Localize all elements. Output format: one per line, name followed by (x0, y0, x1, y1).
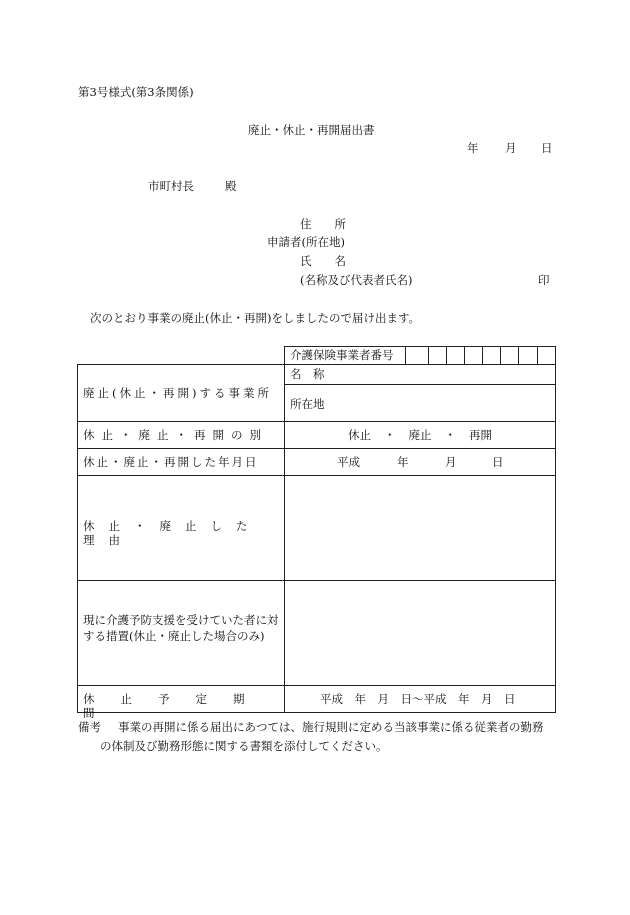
intro-text: 次のとおり事業の廃止(休止・再開)をしましたので届け出ます。 (90, 311, 421, 325)
office-location-label: 所在地 (290, 397, 325, 411)
document-title: 廃止・休止・再開届出書 (248, 123, 375, 137)
table-line (77, 448, 556, 449)
table-line (77, 580, 556, 581)
remarks-heading: 備考 (78, 720, 101, 734)
table-line (284, 384, 556, 385)
representative-label: (名称及び代表者氏名) (300, 273, 413, 287)
type-options (348, 428, 492, 442)
remarks-line-1: 事業の再開に係る届出にあつては、施行規則に定める当該事業に係る従業者の勤務 (118, 720, 544, 734)
number-box-divider (500, 346, 501, 364)
address-label: 住 所 (300, 217, 346, 231)
applicant-label: 申請者(所在地) (267, 235, 345, 249)
date-month-label: 月 (505, 141, 517, 155)
type-label: 休止・廃止・再開の別 (83, 428, 268, 442)
remarks-line-2: の体制及び勤務形態に関する書類を添付してください。 (100, 739, 388, 753)
number-box-divider (482, 346, 483, 364)
table-line (284, 346, 285, 713)
type-option-separator: ・ (384, 428, 396, 442)
period-label: 休止予定期間 (83, 692, 271, 720)
form-number: 第3号様式(第3条関係) (78, 85, 194, 99)
office-label: 廃止(休止・再開)する事業所 (83, 386, 272, 400)
number-box-divider (518, 346, 519, 364)
reason-label: 休止・廃止した理由 (83, 519, 262, 547)
date-month-unit: 月 (445, 455, 457, 469)
measures-label: 現に介護予防支援を受けていた者に対する措置(休止・廃止した場合のみ) (83, 613, 279, 643)
number-box-divider (446, 346, 447, 364)
date-day-unit: 日 (492, 455, 504, 469)
seal-mark: 印 (538, 273, 550, 287)
provider-number-label: 介護保険事業者番号 (290, 348, 394, 362)
table-line (77, 685, 556, 686)
date-era: 平成 (337, 455, 360, 469)
table-line (77, 364, 78, 713)
number-box-divider (537, 346, 538, 364)
table-line (77, 475, 556, 476)
table-line (555, 346, 556, 713)
table-line (77, 421, 556, 422)
addressee-suffix: 殿 (225, 179, 237, 193)
number-box-divider (464, 346, 465, 364)
office-name-label: 名 称 (290, 367, 325, 381)
table-line (77, 364, 556, 365)
number-box-divider (428, 346, 429, 364)
number-box-divider (405, 346, 406, 364)
type-option-abolish: 廃止 (408, 428, 432, 442)
addressee: 市町村長 (148, 179, 194, 193)
date-day-label: 日 (541, 141, 553, 155)
date-label: 休止・廃止・再開した年月日 (83, 455, 259, 469)
type-option-suspend: 休止 (348, 428, 371, 442)
type-option-separator: ・ (444, 428, 456, 442)
table-line (284, 346, 556, 347)
period-value: 平成 年 月 日〜平成 年 月 日 (320, 692, 516, 706)
type-option-resume: 再開 (469, 428, 492, 442)
date-year-label: 年 (467, 141, 479, 155)
name-label: 氏 名 (300, 254, 346, 268)
date-year-unit: 年 (397, 455, 409, 469)
